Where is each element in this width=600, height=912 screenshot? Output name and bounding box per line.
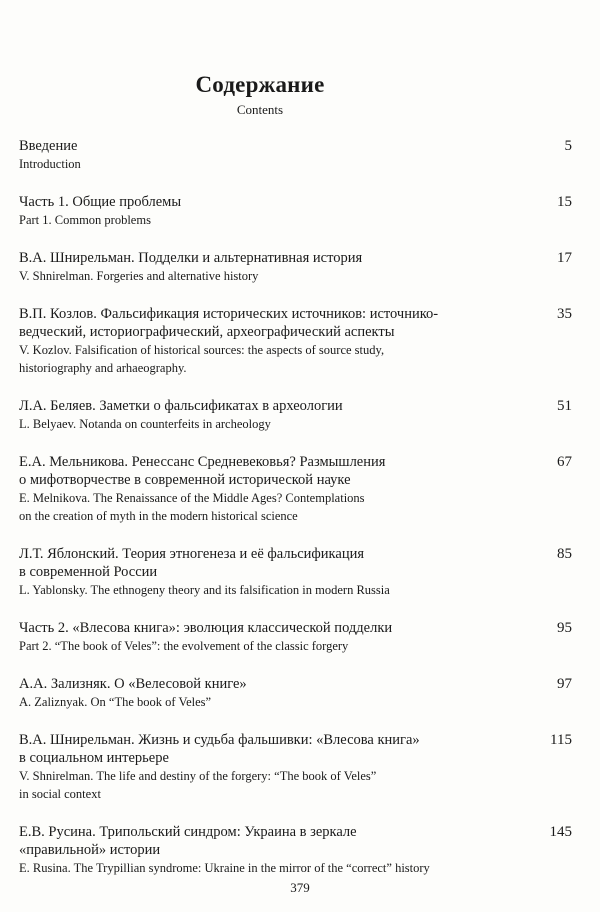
toc-entry-title-en: on the creation of myth in the modern historical science xyxy=(19,509,298,523)
toc-entry-title-en: historiography and arhaeography. xyxy=(19,361,187,375)
toc-entry-title-en: L. Yablonsky. The ethnogeny theory and its falsification in modern Russia xyxy=(19,583,390,597)
toc-entry xyxy=(19,619,584,655)
toc-entry xyxy=(19,397,584,433)
toc-entry-page: 85 xyxy=(557,546,572,562)
toc-entry-title-ru: Часть 2. «Влесова книга»: эволюция классической подделки xyxy=(19,620,393,636)
toc-entry-title-en: E. Melnikova. The Renaissance of the Middle Ages? Contemplations xyxy=(19,491,365,505)
toc-entry-title-en: L. Belyaev. Notanda on counterfeits in archeology xyxy=(19,417,271,431)
toc-entry-title-ru: В.П. Козлов. Фальсификация исторических источников: источнико- xyxy=(19,306,439,322)
toc-entry-page: 17 xyxy=(557,250,572,266)
toc-entry-title-ru: Е.А. Мельникова. Ренессанс Средневековья? Размышления xyxy=(19,454,386,470)
toc-entry-title-en: V. Kozlov. Falsification of historical sources: the aspects of source study, xyxy=(19,343,385,357)
toc-entry-title-en: Part 1. Common problems xyxy=(19,213,151,227)
toc-entry-page: 115 xyxy=(550,732,572,748)
toc-entry xyxy=(19,545,584,599)
toc-entry-page: 67 xyxy=(557,454,572,470)
toc-entry-title-ru: Л.А. Беляев. Заметки о фальсификатах в археологии xyxy=(19,398,343,414)
page-subtitle: Contents xyxy=(236,102,284,117)
toc-entry-title-ru: «правильной» истории xyxy=(19,842,161,858)
toc-entry-page: 51 xyxy=(557,398,572,414)
toc-entry-title-en: Part 2. “The book of Veles”: the evolvement of the classic forgery xyxy=(19,639,349,653)
toc-entry-title-en: V. Shnirelman. The life and destiny of the forgery: “The book of Veles” xyxy=(19,769,377,783)
toc-entry-title-en: V. Shnirelman. Forgeries and alternative history xyxy=(19,269,259,283)
toc-entry xyxy=(19,453,584,525)
toc-entry-title-ru: в социальном интерьере xyxy=(19,750,169,766)
toc-entry xyxy=(19,731,584,803)
toc-entry xyxy=(19,305,584,377)
toc-entry-page: 97 xyxy=(557,676,572,692)
toc-entry-title-ru: Л.Т. Яблонский. Теория этногенеза и её фальсификация xyxy=(19,546,365,562)
toc-entry-title-ru: В.А. Шнирельман. Жизнь и судьба фальшивки: «Влесова книга» xyxy=(19,732,420,748)
toc-entry xyxy=(19,249,584,285)
toc-entry-page: 145 xyxy=(549,824,572,840)
toc-entry xyxy=(19,137,584,173)
page-number: 379 xyxy=(290,880,310,895)
toc-entry-page: 35 xyxy=(557,306,572,322)
toc-entry-page: 15 xyxy=(557,194,572,210)
toc-entry xyxy=(19,675,584,711)
toc-entry-title-en: A. Zaliznyak. On “The book of Veles” xyxy=(19,695,212,709)
toc-entry xyxy=(19,823,584,877)
toc-entry-title-ru: о мифотворчестве в современной исторической науке xyxy=(19,472,351,488)
toc-entry-page: 95 xyxy=(557,620,572,636)
toc-entry-title-ru: Часть 1. Общие проблемы xyxy=(19,194,182,210)
toc-entry-title-ru: в современной России xyxy=(19,564,158,580)
toc-entry-title-ru: Е.В. Русина. Трипольский синдром: Украина в зеркале xyxy=(19,824,357,840)
toc-entry-title-en: in social context xyxy=(19,787,101,801)
toc-entry-title-en: Introduction xyxy=(19,157,81,171)
page-title: Содержание xyxy=(195,72,325,97)
toc-entry-title-ru: ведческий, историографический, археографический аспекты xyxy=(19,324,395,340)
table-of-contents xyxy=(19,137,584,897)
toc-entry-title-en: E. Rusina. The Trypillian syndrome: Ukraine in the mirror of the “correct” history xyxy=(19,861,430,875)
toc-entry-page: 5 xyxy=(564,138,572,154)
toc-entry xyxy=(19,193,584,229)
toc-entry-title-ru: В.А. Шнирельман. Подделки и альтернативная история xyxy=(19,250,363,266)
toc-entry-title-ru: А.А. Зализняк. О «Велесовой книге» xyxy=(19,676,247,692)
toc-entry-title-ru: Введение xyxy=(19,138,78,154)
